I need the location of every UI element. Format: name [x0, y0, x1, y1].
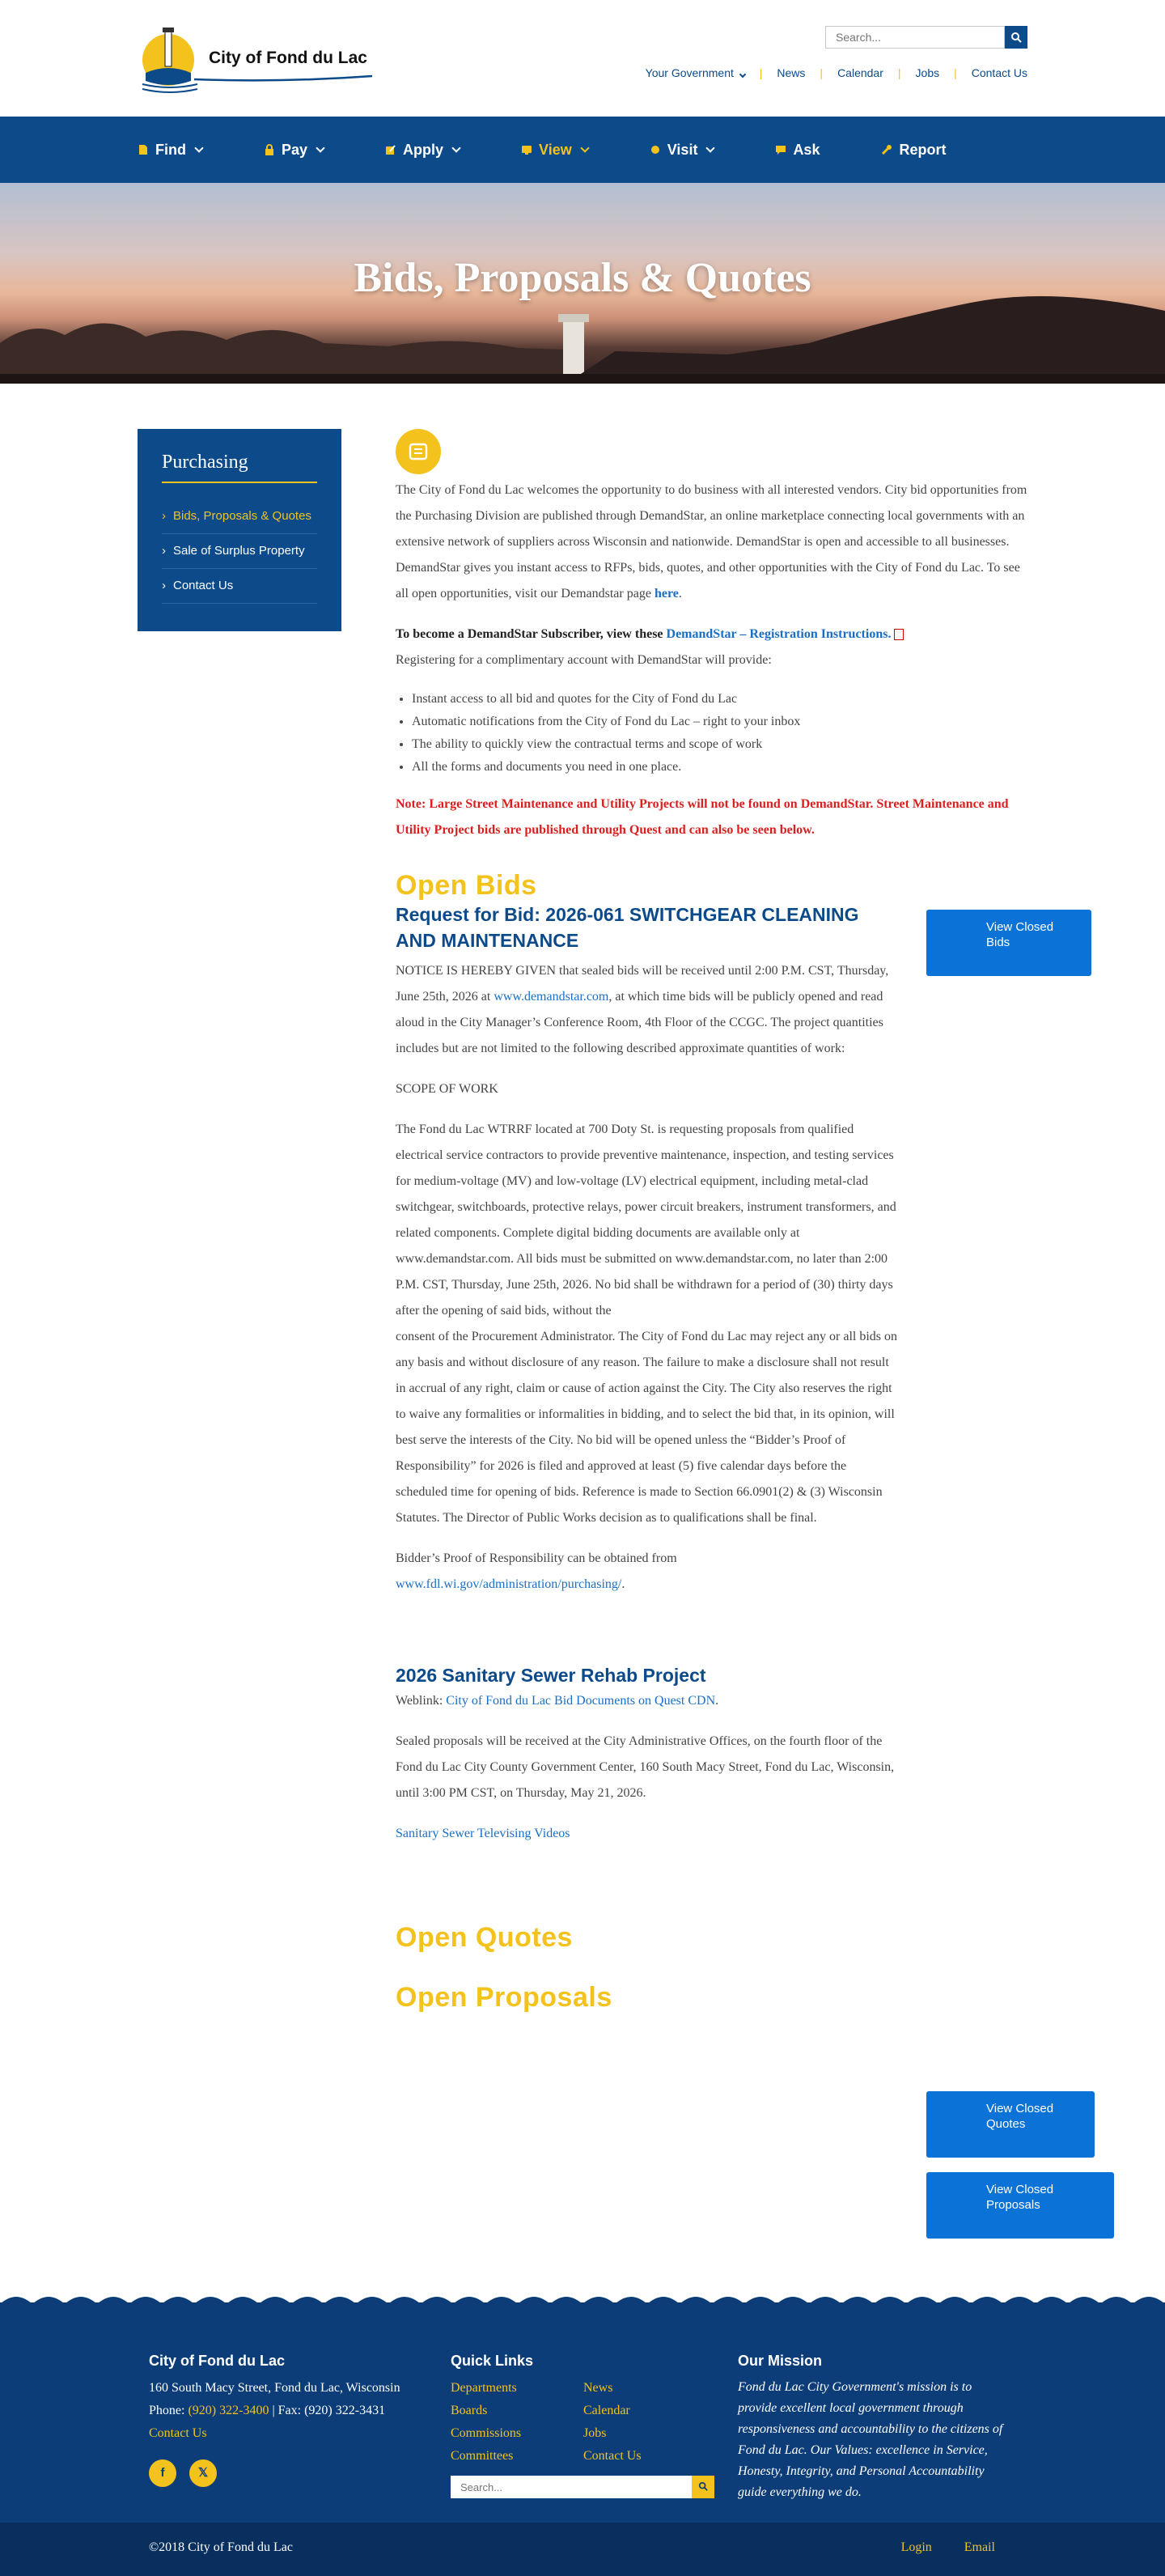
- sidebar-title: Purchasing: [162, 452, 317, 483]
- benefit-item: • Instant access to all bid and quotes for the City of Fond du Lac: [412, 688, 1031, 711]
- footer-phone-link[interactable]: (920) 322-3400: [188, 2404, 269, 2417]
- sidebar-item-bids[interactable]: › Bids, Proposals & Quotes: [162, 499, 317, 534]
- logo-text: City of Fond du Lac: [209, 49, 367, 67]
- scope-text: The Fond du Lac WTRRF located at 700 Doty St. is requesting proposals from qualified electrical service contractors to provide preventive maintenance, inspection, and testing services for medium-voltage (MV) and low-voltage (LV) electrical equipment, including metal-clad switchgear, switchboards, protective relays, power circuit breakers, instrument transformers, and related components. Complete digital bidding documents are available only at www.demandstar.com. All bids must be submitted on www.demandstar.com, no later than 2:00 P.M. CST, Thursday, June 25th, 2026. No bid shall be withdrawn for a period of (30) thirty days after the opening of said bids, without the: [396, 1122, 896, 1318]
- document-icon: [138, 144, 149, 155]
- chevron-down-icon: [739, 71, 746, 78]
- benefit-item: • Automatic notifications from the City of Fond du Lac – right to your inbox: [412, 711, 1031, 733]
- sidebar: [138, 429, 341, 631]
- utility-link-your-government[interactable]: Your Government: [631, 66, 760, 79]
- sun-icon: [650, 144, 661, 155]
- benefit-item: • All the forms and documents you need in one place.: [412, 756, 1031, 779]
- footer-city-title: City of Fond du Lac: [149, 2353, 285, 2369]
- nav-report[interactable]: Report: [881, 142, 946, 159]
- bid-title-switchgear: Request for Bid: 2026-061 SWITCHGEAR CLEANING AND MAINTENANCE: [396, 904, 859, 951]
- search-icon: [1010, 32, 1022, 43]
- quicklink-departments[interactable]: Departments: [451, 2381, 517, 2395]
- footer-mission-title: Our Mission: [738, 2353, 823, 2369]
- wave-divider: [0, 2290, 1165, 2304]
- site-footer: [0, 2302, 1165, 2523]
- demandstar-link[interactable]: www.demandstar.com: [494, 990, 609, 1004]
- sidebar-item-surplus[interactable]: › Sale of Surplus Property: [162, 534, 317, 569]
- bottom-links: [901, 2540, 995, 2555]
- email-link[interactable]: Email: [964, 2540, 995, 2554]
- nav-view[interactable]: View: [521, 142, 588, 159]
- view-closed-bids-button[interactable]: View Closed Bids: [926, 910, 1091, 976]
- sidebar-menu: [162, 499, 317, 604]
- chevron-down-icon: [706, 143, 715, 152]
- open-bids-heading: Open Bids: [396, 870, 537, 901]
- chevron-down-icon: [316, 143, 324, 152]
- footer-mission-col: [738, 2349, 1005, 2503]
- footer-address: 160 South Macy Street, Fond du Lac, Wisconsin: [149, 2381, 400, 2395]
- search-input[interactable]: [825, 26, 1005, 49]
- sewer-videos-link[interactable]: Sanitary Sewer Televising Videos: [396, 1827, 570, 1840]
- sewer-details: Sealed proposals will be received at the City Administrative Offices, on the fourth floor of the Fond du Lac City County Government Center, 160 South Macy Street, Fond du Lac, Wisconsin, until 3:00 PM CST, on Thursday, May 21, 2026.: [396, 1734, 895, 1800]
- monitor-icon: [521, 144, 532, 155]
- quicklink-jobs[interactable]: Jobs: [583, 2426, 607, 2440]
- open-proposals-heading: Open Proposals: [396, 1982, 612, 2013]
- footer-quicklinks-col: [451, 2349, 718, 2498]
- bid-title-sewer: 2026 Sanitary Sewer Rehab Project: [396, 1665, 706, 1686]
- sidebar-item-contact[interactable]: › Contact Us: [162, 569, 317, 604]
- search-button[interactable]: [1005, 26, 1027, 49]
- utility-nav: Your Government | News | Calendar | Jobs | Contact Us: [631, 66, 1027, 79]
- footer-quicklinks-title: Quick Links: [451, 2353, 534, 2369]
- view-closed-proposals-button[interactable]: View Closed Proposals: [926, 2172, 1114, 2239]
- benefits-list: [412, 688, 1031, 779]
- edit-icon: [385, 144, 396, 155]
- document-icon: [396, 429, 441, 474]
- chevron-right-icon: ›: [162, 544, 166, 558]
- nav-pay[interactable]: Pay: [264, 142, 324, 159]
- footer-search-button[interactable]: [692, 2476, 714, 2498]
- nav-visit[interactable]: Visit: [650, 142, 714, 159]
- quest-notice: Note: Large Street Maintenance and Utility Projects will not be found on DemandStar. Street Maintenance and Utility Project bids are published through Quest and can also be seen below.: [396, 797, 1009, 837]
- chevron-down-icon: [580, 143, 589, 152]
- quicklink-committees[interactable]: Committees: [451, 2449, 514, 2463]
- facebook-icon[interactable]: f: [149, 2459, 176, 2487]
- social-links: [149, 2459, 440, 2487]
- scope-text-continued: consent of the Procurement Administrator. The City of Fond du Lac may reject any or all bids on any basis and without disclosure of any reason. The failure to make a disclosure shall not result in accrual of any right, claim or cause of action against the City. The City also reserves the right to waive any formalities or informalities in bidding, and to select the bid that, in its opinion, will best serve the interests of the City. No bid will be opened unless the “Bidder’s Proof of Responsibility” for 2026 is filed and approved at least (5) five calendar days before the scheduled time for opening of bids. Reference is made to Section 66.0901(2) & (3) Wisconsin Statutes. The Director of Public Works decision as to qualifications shall be final.: [396, 1330, 898, 1525]
- footer-search: [451, 2476, 718, 2498]
- lock-icon: [264, 144, 275, 155]
- proof-paragraph: Bidder’s Proof of Responsibility can be obtained from www.fdl.wi.gov/administration/purchasing/.: [396, 1551, 677, 1591]
- open-quotes-heading: Open Quotes: [396, 1922, 573, 1953]
- registration-instructions-link[interactable]: DemandStar – Registration Instructions.: [666, 627, 892, 641]
- quick-links-grid: [451, 2377, 718, 2468]
- pdf-icon: [894, 629, 904, 640]
- quicklink-calendar[interactable]: Calendar: [583, 2404, 630, 2417]
- copyright: ©2018 City of Fond du Lac: [149, 2540, 293, 2554]
- subscriber-paragraph: To become a DemandStar Subscriber, view these DemandStar – Registration Instructions.: [396, 622, 1031, 647]
- login-link[interactable]: Login: [900, 2540, 932, 2554]
- hero-banner: [0, 183, 1165, 384]
- site-header: [0, 0, 1165, 117]
- quicklink-boards[interactable]: Boards: [451, 2404, 488, 2417]
- mission-text: Fond du Lac City Government's mission is to provide excellent local government through responsiveness and accountability to the citizens of Fond du Lac. Our Values: excellence in Service, Honesty, Integrity, and Personal Accountability guide everything we do.: [738, 2380, 1003, 2499]
- bottom-bar: [0, 2523, 1165, 2576]
- main-content: [396, 429, 1031, 2013]
- page-title: Bids, Proposals & Quotes: [354, 255, 811, 301]
- intro-paragraph: The City of Fond du Lac welcomes the opportunity to do business with all interested vendors. City bid opportunities from the Purchasing Division are published through DemandStar, an online marketplace connecting local governments with an extensive network of suppliers across Wisconsin and nationwide. DemandStar is open and accessible to all businesses. DemandStar gives you instant access to RFPs, bids, quotes, and other opportunities with the City of Fond du Lac. To see all open opportunities, visit our Demandstar page here.: [396, 483, 1027, 601]
- x-twitter-icon[interactable]: 𝕏: [189, 2459, 217, 2487]
- register-text: Registering for a complimentary account with DemandStar will provide:: [396, 653, 772, 667]
- nav-find[interactable]: Find: [138, 142, 202, 159]
- purchasing-link[interactable]: www.fdl.wi.gov/administration/purchasing/: [396, 1577, 622, 1591]
- footer-phone-line: Phone: (920) 322-3400 | Fax: (920) 322-3431: [149, 2404, 386, 2417]
- demandstar-here-link[interactable]: here: [654, 587, 679, 601]
- footer-search-input[interactable]: [451, 2476, 692, 2498]
- chevron-right-icon: ›: [162, 509, 166, 523]
- chevron-down-icon: [194, 143, 203, 152]
- chevron-right-icon: ›: [162, 579, 166, 592]
- scope-heading: SCOPE OF WORK: [396, 1082, 498, 1096]
- nav-apply[interactable]: Apply: [385, 142, 460, 159]
- chevron-down-icon: [451, 143, 460, 152]
- wrench-icon: [881, 144, 892, 155]
- bid-notice: NOTICE IS HEREBY GIVEN that sealed bids will be received until 2:00 P.M. CST, Thursday, June 25th, 2026 at www.demandstar.com, at which time bids will be publicly opened and read aloud in the City Manager’s Conference Room, 4th Floor of the CCGC. The project quantities includes but are not limited to the following described approximate quantities of work:: [396, 964, 889, 1055]
- footer-city-col: [149, 2349, 440, 2487]
- utility-link-contact-us[interactable]: Contact Us: [971, 66, 1027, 79]
- search-icon: [698, 2481, 708, 2491]
- footer-contact-link[interactable]: Contact Us: [149, 2426, 207, 2440]
- benefit-item: • The ability to quickly view the contractual terms and scope of work: [412, 733, 1031, 756]
- weblink-paragraph: Weblink: City of Fond du Lac Bid Documents on Quest CDN.: [396, 1694, 719, 1708]
- utility-link-news[interactable]: News: [777, 66, 806, 79]
- quicklink-contact-us[interactable]: Contact Us: [583, 2449, 642, 2463]
- utility-link-jobs[interactable]: Jobs: [915, 66, 940, 79]
- main-nav: [0, 117, 1165, 183]
- quest-cdn-link[interactable]: City of Fond du Lac Bid Documents on Quest CDN: [446, 1694, 716, 1708]
- nav-ask[interactable]: Ask: [775, 142, 820, 159]
- view-closed-quotes-button[interactable]: View Closed Quotes: [926, 2091, 1095, 2158]
- chat-bubble-icon: [775, 144, 786, 155]
- quicklink-news[interactable]: News: [583, 2381, 613, 2395]
- utility-link-calendar[interactable]: Calendar: [837, 66, 883, 79]
- header-search: [825, 26, 1027, 49]
- quicklink-commissions[interactable]: Commissions: [451, 2426, 522, 2440]
